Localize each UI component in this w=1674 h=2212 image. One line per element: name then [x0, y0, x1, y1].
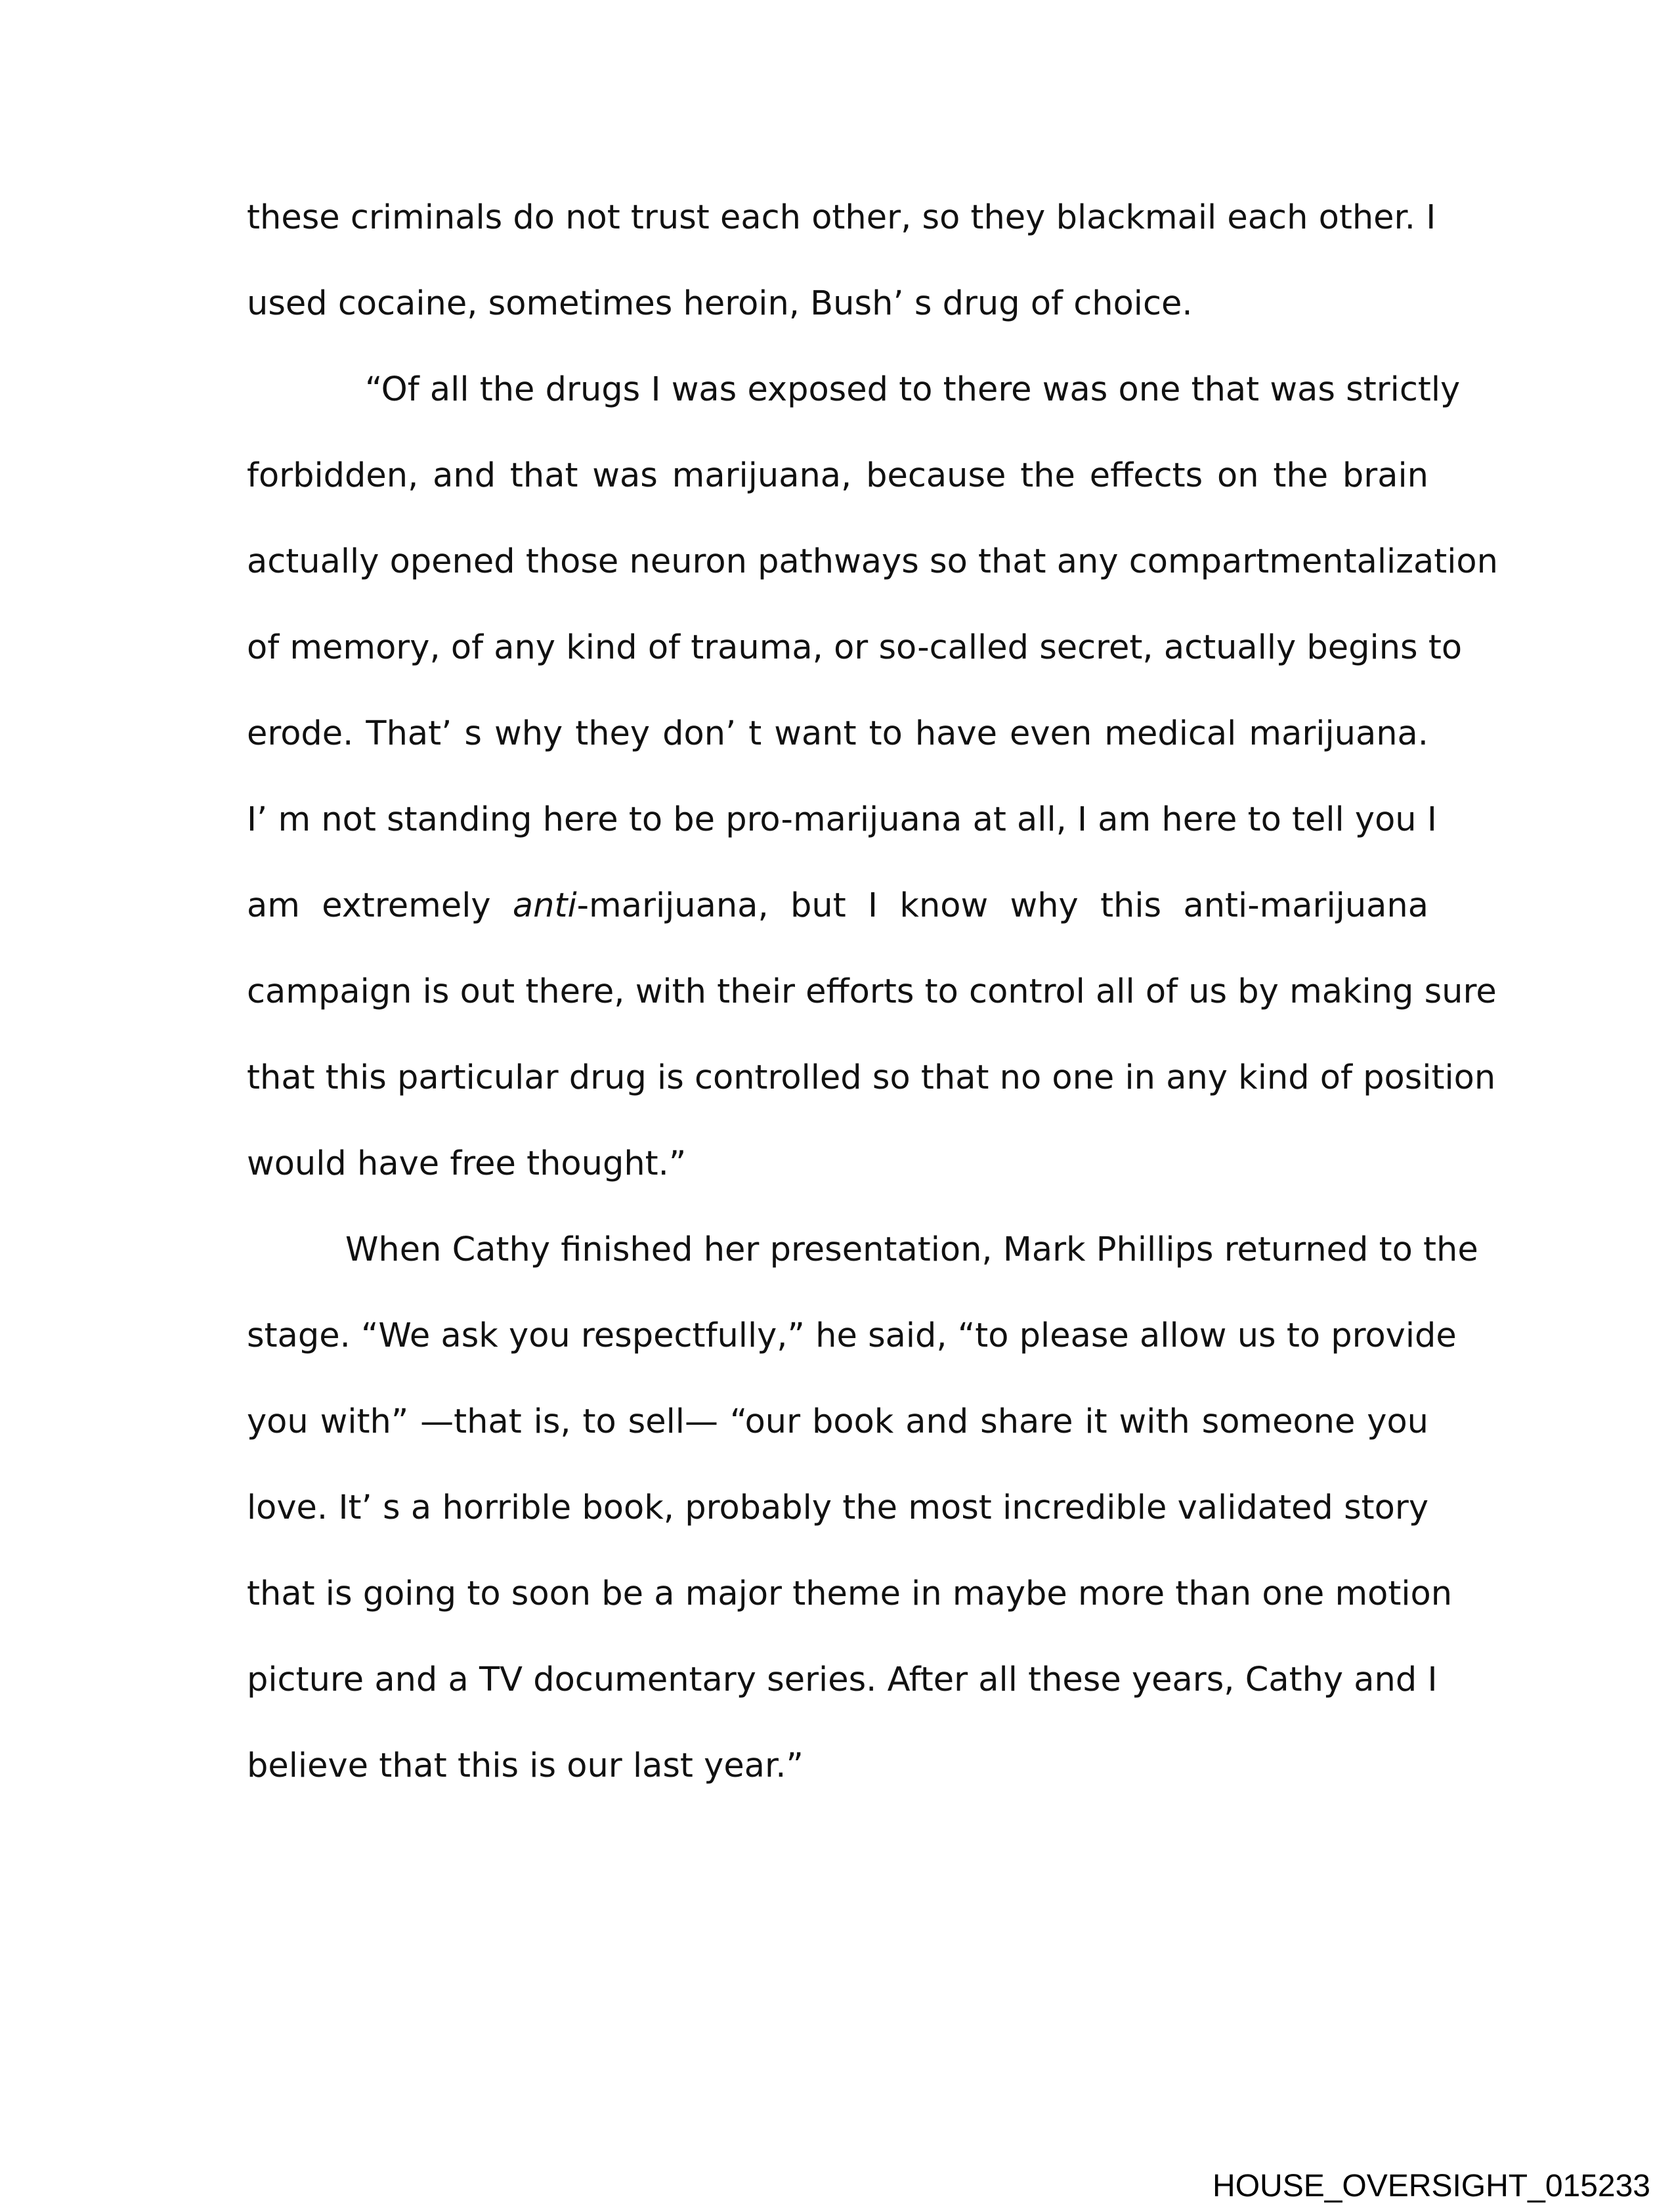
text-line: picture and a TV documentary series. After all these years, Cathy and I	[247, 1660, 1438, 1699]
text-line: forbidden, and that was marijuana, because the effects on the brain	[247, 456, 1428, 495]
text-line: would have free thought.”	[247, 1144, 687, 1183]
text-line: of memory, of any kind of trauma, or so-called secret, actually begins to	[247, 628, 1463, 667]
text-line: these criminals do not trust each other, so they blackmail each other. I	[247, 198, 1436, 237]
text-line: “Of all the drugs I was exposed to there was one that was strictly	[365, 370, 1461, 409]
bates-number: HOUSE_OVERSIGHT_015233	[1213, 2169, 1650, 2203]
text-line: When Cathy finished her presentation, Mark Phillips returned to the	[345, 1230, 1478, 1269]
text-line: stage. “We ask you respectfully,” he said, “to please allow us to provide	[247, 1316, 1457, 1355]
text-line: you with” —that is, to sell— “our book and share it with someone you	[247, 1402, 1428, 1441]
text-line	[247, 877, 1428, 936]
text-line: that is going to soon be a major theme in maybe more than one motion	[247, 1574, 1453, 1613]
text-line: erode. That’ s why they don’ t want to have even medical marijuana.	[247, 714, 1428, 753]
text-line: used cocaine, sometimes heroin, Bush’ s drug of choice.	[247, 284, 1193, 323]
text-segment: am extremely	[247, 886, 513, 925]
text-line: actually opened those neuron pathways so that any compartmentalization	[247, 542, 1498, 581]
italic-text-segment: anti	[512, 886, 577, 925]
text-line: campaign is out there, with their efforts to control all of us by making sure	[247, 972, 1497, 1011]
text-line: I’ m not standing here to be pro-marijuana at all, I am here to tell you I	[247, 800, 1437, 839]
text-line: love. It’ s a horrible book, probably the most incredible validated story	[247, 1488, 1428, 1527]
text-line: that this particular drug is controlled so that no one in any kind of position	[247, 1058, 1496, 1097]
text-segment: -marijuana, but I know why this anti-marijuana	[576, 886, 1428, 925]
text-line: believe that this is our last year.”	[247, 1746, 804, 1785]
